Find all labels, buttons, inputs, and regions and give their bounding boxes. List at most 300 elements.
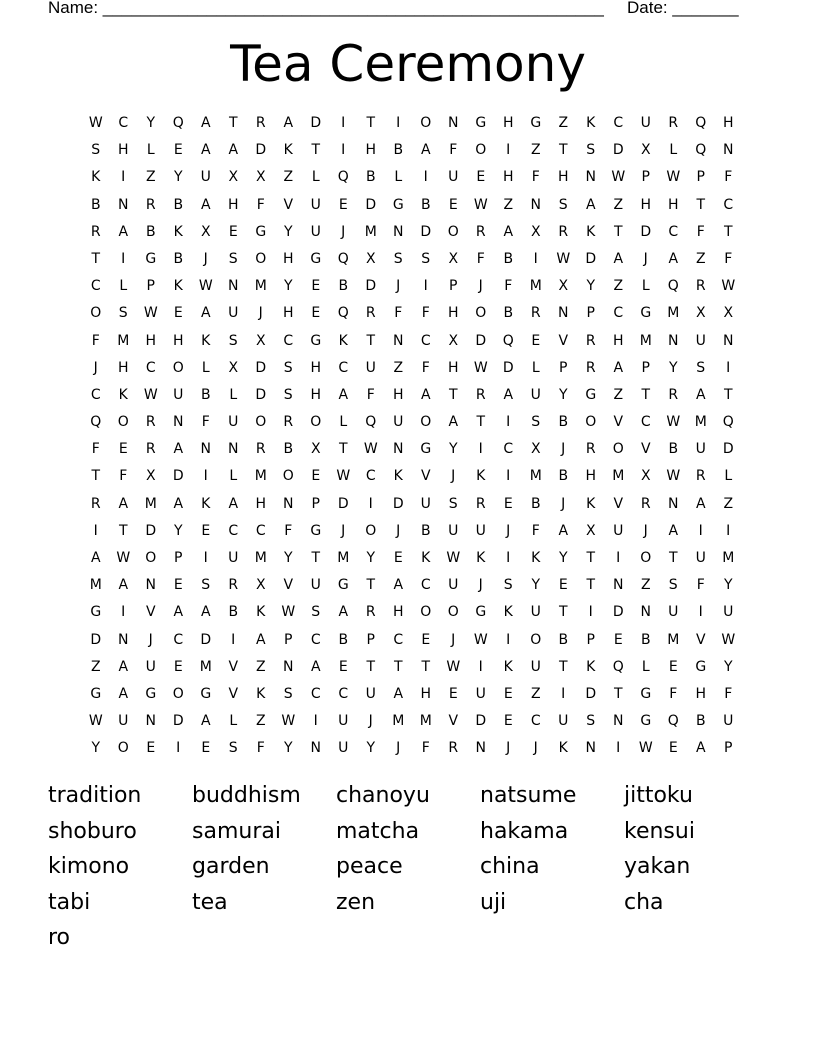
grid-letter: D	[392, 495, 404, 512]
word-list-item: shoburo	[48, 818, 137, 844]
grid-letter: X	[558, 278, 569, 295]
grid-letter: J	[561, 441, 566, 458]
grid-letter: U	[118, 713, 129, 730]
grid-letter: A	[200, 115, 211, 131]
grid-letter: M	[364, 223, 377, 240]
grid-letter: S	[421, 250, 431, 267]
grid-letter: K	[531, 550, 541, 566]
grid-letter: L	[229, 468, 238, 485]
word-list-item: chanoyu	[336, 783, 430, 808]
grid-letter: A	[118, 577, 129, 594]
grid-letter: A	[503, 223, 514, 240]
grid-letter: C	[310, 685, 321, 702]
grid-letter: L	[641, 658, 650, 675]
grid-letter: T	[723, 386, 733, 403]
grid-letter: B	[200, 386, 211, 403]
grid-letter: V	[228, 658, 239, 675]
grid-letter: J	[643, 522, 648, 539]
grid-letter: G	[530, 115, 542, 131]
grid-letter: M	[144, 495, 157, 512]
grid-letter: D	[612, 142, 624, 159]
grid-letter: C	[640, 414, 651, 431]
grid-letter: A	[228, 495, 239, 512]
word-list-item: natsume	[480, 783, 577, 808]
grid-letter: M	[667, 305, 680, 322]
grid-letter: A	[420, 142, 431, 159]
grid-letter: N	[530, 196, 541, 213]
grid-letter: R	[585, 332, 596, 349]
grid-letter: D	[200, 631, 212, 648]
grid-letter: I	[533, 250, 538, 267]
grid-letter: Q	[695, 115, 707, 131]
grid-letter: Y	[173, 169, 183, 186]
grid-letter: B	[420, 522, 431, 539]
grid-letter: J	[506, 522, 511, 539]
grid-letter: Y	[448, 441, 458, 458]
grid-letter: M	[529, 468, 542, 485]
grid-letter: V	[695, 631, 706, 648]
grid-letter: T	[366, 658, 376, 675]
grid-letter: K	[586, 223, 596, 240]
grid-letter: C	[310, 631, 321, 648]
grid-letter: U	[530, 604, 541, 621]
grid-letter: V	[613, 495, 624, 512]
grid-letter: T	[311, 142, 321, 159]
grid-letter: V	[145, 604, 156, 621]
word-list-item: uji	[480, 889, 507, 915]
grid-letter: K	[558, 740, 568, 757]
grid-letter: A	[668, 250, 679, 267]
grid-letter: N	[558, 305, 569, 322]
grid-letter: Z	[255, 658, 266, 675]
word-list-item: tea	[192, 889, 228, 915]
grid-letter: H	[502, 169, 514, 186]
grid-letter: O	[640, 550, 652, 566]
grid-letter: R	[90, 223, 101, 240]
grid-letter: C	[420, 332, 431, 349]
grid-letter: C	[338, 685, 349, 702]
grid-letter: H	[447, 359, 459, 376]
grid-letter: U	[448, 169, 459, 186]
grid-letter: N	[228, 278, 239, 295]
grid-letter: O	[447, 604, 459, 621]
grid-letter: B	[393, 142, 404, 159]
grid-letter: C	[338, 359, 349, 376]
grid-letter: R	[145, 414, 156, 431]
grid-letter: F	[91, 441, 100, 458]
grid-letter: O	[475, 142, 487, 159]
grid-letter: U	[228, 550, 239, 566]
grid-letter: Y	[586, 278, 596, 295]
word-list-item: jittoku	[624, 783, 693, 808]
grid-letter: B	[145, 223, 156, 240]
grid-letter: K	[118, 386, 128, 403]
grid-letter: G	[200, 685, 212, 702]
grid-letter: E	[503, 713, 513, 730]
grid-letter: L	[339, 414, 348, 431]
grid-letter: B	[558, 414, 569, 431]
grid-letter: I	[616, 550, 621, 566]
grid-letter: N	[145, 713, 156, 730]
grid-letter: E	[173, 658, 183, 675]
grid-letter: D	[172, 713, 184, 730]
grid-letter: O	[420, 115, 432, 131]
grid-letter: I	[423, 169, 428, 186]
grid-letter: B	[695, 713, 706, 730]
grid-row	[82, 137, 742, 164]
grid-letter: Q	[502, 332, 514, 349]
grid-letter: N	[118, 631, 129, 648]
grid-letter: B	[173, 196, 184, 213]
grid-row	[82, 463, 742, 490]
grid-letter: Q	[90, 414, 102, 431]
grid-letter: T	[613, 223, 623, 240]
grid-letter: A	[503, 386, 514, 403]
grid-letter: G	[420, 441, 432, 458]
grid-letter: Y	[283, 550, 293, 566]
grid-letter: T	[366, 577, 376, 594]
grid-letter: B	[558, 631, 569, 648]
grid-letter: W	[363, 441, 378, 458]
word-list-item: cha	[624, 889, 664, 915]
grid-letter: B	[338, 278, 349, 295]
grid-letter: D	[145, 522, 157, 539]
grid-letter: M	[117, 332, 130, 349]
grid-letter: M	[254, 278, 267, 295]
grid-letter: K	[586, 658, 596, 675]
grid-letter: E	[338, 658, 348, 675]
grid-row	[82, 355, 742, 382]
grid-letter: H	[557, 169, 569, 186]
grid-letter: U	[530, 386, 541, 403]
grid-letter: A	[338, 386, 349, 403]
grid-letter: H	[282, 305, 294, 322]
grid-letter: F	[284, 522, 293, 539]
grid-letter: K	[201, 495, 211, 512]
grid-letter: I	[616, 740, 621, 757]
grid-letter: Y	[91, 740, 101, 757]
grid-letter: A	[695, 386, 706, 403]
grid-letter: R	[90, 495, 101, 512]
grid-letter: Z	[558, 115, 569, 131]
grid-letter: R	[668, 115, 679, 131]
grid-letter: J	[478, 577, 483, 594]
grid-letter: U	[448, 522, 459, 539]
grid-row	[82, 436, 742, 463]
grid-letter: B	[530, 495, 541, 512]
grid-letter: M	[337, 550, 350, 566]
grid-letter: Z	[613, 196, 624, 213]
grid-letter: K	[338, 332, 348, 349]
grid-letter: U	[420, 495, 431, 512]
grid-letter: D	[255, 386, 267, 403]
grid-letter: U	[475, 522, 486, 539]
word-list-item: peace	[336, 854, 403, 879]
grid-letter: X	[448, 332, 459, 349]
grid-letter: R	[255, 115, 266, 131]
word-list-item: china	[480, 854, 540, 879]
grid-letter: Y	[366, 740, 376, 757]
grid-letter: O	[420, 414, 432, 431]
grid-letter: E	[311, 278, 321, 295]
grid-letter: F	[531, 522, 540, 539]
grid-letter: E	[558, 577, 568, 594]
grid-letter: U	[228, 305, 239, 322]
grid-letter: D	[640, 223, 652, 240]
grid-letter: C	[668, 223, 679, 240]
grid-letter: K	[476, 468, 486, 485]
grid-letter: U	[695, 550, 706, 566]
grid-letter: K	[173, 278, 183, 295]
grid-letter: O	[255, 250, 267, 267]
grid-letter: F	[504, 278, 513, 295]
grid-letter: A	[173, 495, 184, 512]
grid-letter: Z	[613, 278, 624, 295]
grid-letter: Y	[146, 115, 156, 131]
grid-letter: O	[172, 685, 184, 702]
grid-letter: N	[585, 740, 596, 757]
grid-letter: N	[310, 740, 321, 757]
grid-letter: X	[228, 169, 239, 186]
grid-letter: R	[228, 577, 239, 594]
grid-letter: L	[229, 713, 238, 730]
grid-letter: F	[696, 223, 705, 240]
grid-letter: Y	[283, 740, 293, 757]
grid-letter: V	[420, 468, 431, 485]
grid-letter: W	[473, 631, 488, 648]
grid-letter: U	[723, 604, 734, 621]
grid-letter: W	[473, 196, 488, 213]
grid-letter: A	[283, 115, 294, 131]
grid-letter: Y	[558, 550, 568, 566]
grid-letter: P	[641, 169, 650, 186]
grid-row	[82, 192, 742, 219]
grid-letter: W	[446, 658, 461, 675]
grid-letter: P	[586, 631, 595, 648]
grid-letter: A	[338, 604, 349, 621]
grid-letter: P	[696, 169, 705, 186]
grid-letter: U	[668, 604, 679, 621]
grid-letter: X	[200, 223, 211, 240]
grid-letter: D	[722, 441, 734, 458]
grid-letter: E	[421, 631, 431, 648]
grid-letter: A	[668, 522, 679, 539]
grid-row	[82, 681, 742, 708]
grid-letter: S	[668, 577, 678, 594]
grid-letter: A	[200, 305, 211, 322]
grid-letter: U	[228, 414, 239, 431]
grid-letter: N	[393, 332, 404, 349]
grid-letter: W	[446, 550, 461, 566]
grid-row	[82, 708, 742, 735]
grid-letter: T	[641, 386, 651, 403]
grid-letter: B	[558, 468, 569, 485]
word-list-item: garden	[192, 854, 270, 879]
word-list-item: tradition	[48, 783, 142, 808]
grid-letter: E	[503, 685, 513, 702]
grid-letter: W	[611, 169, 626, 186]
grid-letter: Q	[667, 713, 679, 730]
grid-letter: T	[613, 685, 623, 702]
grid-letter: W	[556, 250, 571, 267]
grid-letter: Z	[723, 495, 734, 512]
grid-letter: D	[255, 359, 267, 376]
grid-letter: B	[228, 604, 239, 621]
grid-letter: F	[421, 359, 430, 376]
grid-letter: H	[310, 386, 322, 403]
grid-letter: R	[668, 386, 679, 403]
grid-letter: Y	[366, 550, 376, 566]
grid-letter: Y	[668, 359, 678, 376]
grid-row	[82, 491, 742, 518]
grid-letter: W	[88, 713, 103, 730]
grid-letter: L	[146, 142, 155, 159]
grid-letter: T	[558, 604, 568, 621]
grid-letter: W	[143, 386, 158, 403]
grid-letter: W	[666, 468, 681, 485]
grid-letter: Z	[503, 196, 514, 213]
grid-letter: E	[311, 468, 321, 485]
grid-letter: E	[503, 495, 513, 512]
grid-letter: T	[393, 658, 403, 675]
grid-letter: A	[118, 223, 129, 240]
grid-letter: R	[695, 468, 706, 485]
grid-letter: T	[91, 468, 101, 485]
grid-letter: W	[281, 713, 296, 730]
grid-letter: J	[451, 468, 456, 485]
grid-letter: N	[118, 196, 129, 213]
grid-letter: A	[90, 550, 101, 566]
grid-letter: U	[338, 713, 349, 730]
grid-letter: S	[228, 332, 238, 349]
word-list-item: kimono	[48, 854, 130, 879]
grid-letter: G	[310, 332, 322, 349]
grid-letter: K	[91, 169, 101, 186]
grid-letter: A	[420, 386, 431, 403]
grid-letter: S	[283, 685, 293, 702]
grid-letter: R	[475, 386, 486, 403]
grid-letter: N	[613, 713, 624, 730]
grid-letter: D	[585, 250, 597, 267]
grid-letter: C	[173, 631, 184, 648]
grid-letter: G	[475, 115, 487, 131]
grid-letter: O	[90, 305, 102, 322]
grid-letter: E	[118, 441, 128, 458]
grid-letter: H	[612, 332, 624, 349]
grid-letter: R	[640, 495, 651, 512]
grid-letter: T	[118, 522, 128, 539]
grid-row	[82, 599, 742, 626]
grid-letter: D	[310, 115, 322, 131]
grid-letter: Q	[612, 658, 624, 675]
grid-letter: E	[228, 223, 238, 240]
grid-letter: I	[121, 169, 126, 186]
grid-letter: P	[146, 278, 155, 295]
grid-letter: F	[119, 468, 128, 485]
grid-letter: N	[200, 441, 211, 458]
grid-letter: W	[116, 550, 131, 566]
grid-letter: Y	[531, 577, 541, 594]
grid-letter: R	[475, 223, 486, 240]
grid-letter: F	[256, 740, 265, 757]
grid-letter: K	[283, 142, 293, 159]
grid-letter: V	[228, 685, 239, 702]
grid-letter: H	[255, 495, 267, 512]
grid-letter: M	[419, 713, 432, 730]
grid-letter: A	[585, 196, 596, 213]
grid-letter: S	[586, 142, 596, 159]
grid-letter: P	[366, 631, 375, 648]
grid-letter: I	[121, 250, 126, 267]
grid-letter: J	[451, 631, 456, 648]
grid-letter: X	[228, 359, 239, 376]
grid-row	[82, 627, 742, 654]
grid-letter: G	[310, 250, 322, 267]
grid-row	[82, 273, 742, 300]
grid-letter: I	[588, 604, 593, 621]
grid-letter: Z	[530, 142, 541, 159]
grid-letter: G	[695, 658, 707, 675]
grid-letter: X	[310, 441, 321, 458]
grid-letter: M	[392, 713, 405, 730]
grid-letter: B	[503, 250, 514, 267]
grid-letter: P	[559, 359, 568, 376]
grid-letter: A	[613, 250, 624, 267]
grid-letter: N	[448, 115, 459, 131]
grid-row	[82, 246, 742, 273]
grid-letter: Q	[337, 169, 349, 186]
grid-letter: G	[255, 223, 267, 240]
grid-letter: A	[613, 359, 624, 376]
grid-letter: Y	[173, 522, 183, 539]
grid-letter: C	[420, 577, 431, 594]
grid-letter: G	[145, 685, 157, 702]
grid-letter: A	[695, 740, 706, 757]
grid-letter: T	[476, 414, 486, 431]
grid-row	[82, 572, 742, 599]
grid-letter: A	[200, 604, 211, 621]
grid-letter: N	[640, 604, 651, 621]
grid-letter: K	[476, 550, 486, 566]
grid-letter: U	[145, 658, 156, 675]
grid-letter: M	[722, 550, 735, 566]
grid-letter: M	[639, 332, 652, 349]
grid-letter: S	[448, 495, 458, 512]
grid-letter: C	[723, 196, 734, 213]
grid-letter: N	[173, 414, 184, 431]
grid-row	[82, 654, 742, 681]
grid-letter: T	[558, 142, 568, 159]
grid-letter: I	[423, 278, 428, 295]
grid-letter: O	[585, 414, 597, 431]
grid-letter: N	[585, 169, 596, 186]
grid-letter: S	[531, 414, 541, 431]
grid-letter: O	[612, 441, 624, 458]
page-title: Tea Ceremony	[230, 35, 586, 93]
grid-letter: Q	[337, 250, 349, 267]
grid-letter: K	[201, 332, 211, 349]
grid-letter: I	[506, 414, 511, 431]
grid-letter: Z	[530, 685, 541, 702]
grid-letter: H	[667, 196, 679, 213]
grid-letter: H	[392, 604, 404, 621]
grid-letter: Z	[283, 169, 294, 186]
grid-letter: F	[724, 685, 733, 702]
grid-letter: M	[254, 550, 267, 566]
grid-letter: T	[366, 332, 376, 349]
grid-row	[82, 735, 742, 762]
grid-letter: I	[176, 740, 181, 757]
